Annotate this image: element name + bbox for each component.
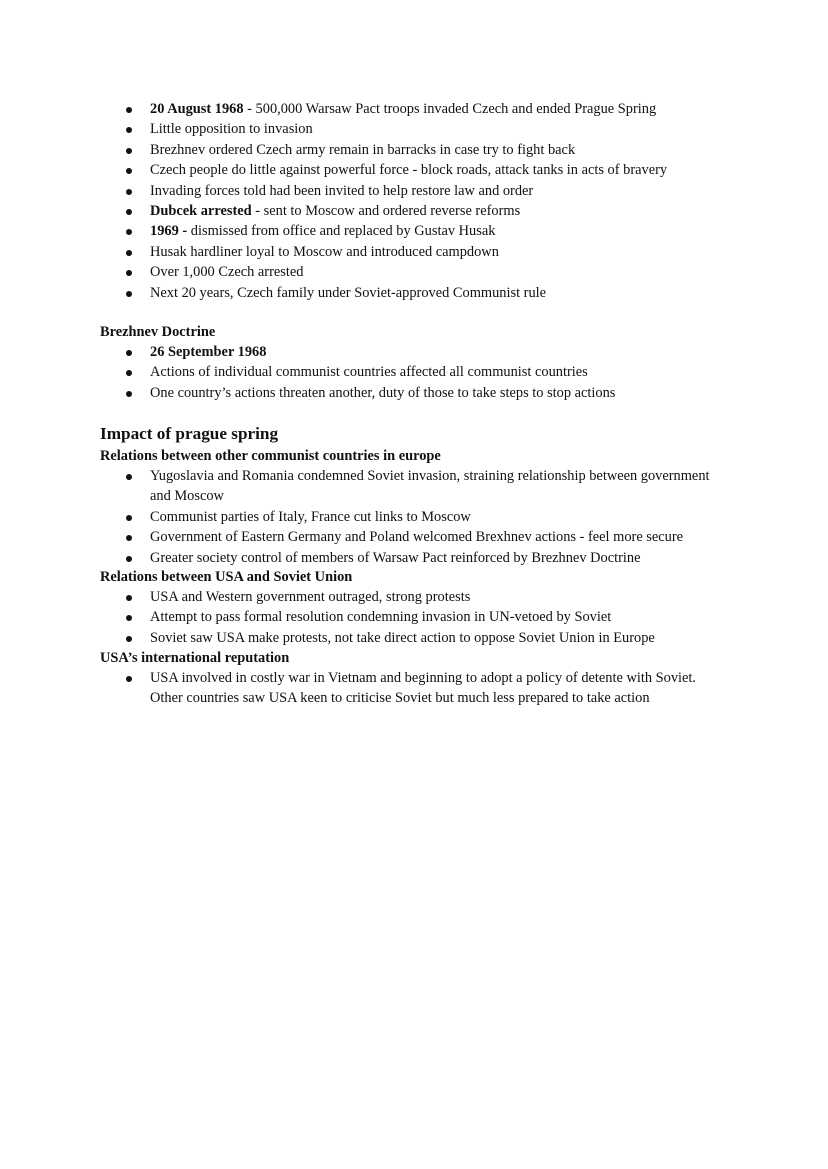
list-item bbox=[0, 160, 828, 180]
list-item bbox=[0, 221, 828, 241]
bullet-dot-icon bbox=[126, 350, 132, 356]
list-item-text: Government of Eastern Germany and Poland welcomed Brexhnev actions - feel more secure bbox=[150, 529, 684, 546]
bullet-dot-icon bbox=[126, 270, 132, 276]
list-item bbox=[0, 262, 828, 282]
bullet-dot-icon bbox=[126, 370, 132, 376]
list-item bbox=[0, 383, 828, 403]
list-item-text: One country’s actions threaten another, duty of those to take steps to stop actions bbox=[150, 384, 616, 401]
bullet-dot-icon bbox=[126, 676, 132, 682]
bullet-dot-icon bbox=[126, 615, 132, 621]
list-item-bold-text: 1969 - bbox=[150, 223, 188, 240]
bullet-dot-icon bbox=[126, 168, 132, 174]
bullet-dot-icon bbox=[126, 636, 132, 642]
list-item bbox=[0, 548, 828, 568]
bullet-dot-icon bbox=[126, 229, 132, 235]
relations-usa-list bbox=[0, 587, 828, 648]
relations-usa-list-block bbox=[0, 587, 828, 648]
relations-communist-list-block bbox=[0, 466, 828, 568]
usa-reputation-list bbox=[0, 668, 828, 709]
list-item-bold-text: 20 August 1968 bbox=[150, 101, 244, 117]
brezhnev-doctrine-heading: Brezhnev Doctrine bbox=[100, 324, 216, 340]
relations-communist-heading: Relations between other communist countries in europe bbox=[100, 448, 441, 464]
list-item-text: Brezhnev ordered Czech army remain in barracks in case try to fight back bbox=[150, 141, 576, 158]
list-item-text: Over 1,000 Czech arrested bbox=[150, 264, 304, 281]
list-item-text: Next 20 years, Czech family under Soviet-approved Communist rule bbox=[150, 284, 547, 301]
brezhnev-list-block bbox=[0, 342, 828, 403]
relations-communist-list bbox=[0, 466, 828, 568]
bullet-dot-icon bbox=[126, 535, 132, 541]
list-item-bold-text: 26 September 1968 bbox=[150, 344, 267, 360]
bullet-dot-icon bbox=[126, 515, 132, 521]
list-item bbox=[0, 181, 828, 201]
invasion-list bbox=[0, 99, 828, 303]
list-item bbox=[0, 362, 828, 382]
list-item-bold-text: Dubcek arrested bbox=[150, 203, 252, 220]
bullet-dot-icon bbox=[126, 556, 132, 562]
list-item bbox=[0, 140, 828, 160]
list-item bbox=[0, 607, 828, 627]
list-item-text: USA involved in costly war in Vietnam and beginning to adopt a policy of detente with Soviet. Other countries saw USA keen to criticise Soviet but much less prepared to take action bbox=[150, 670, 697, 707]
list-item bbox=[0, 587, 828, 607]
list-item-text: - 500,000 Warsaw Pact troops invaded Czech and ended Prague Spring bbox=[243, 101, 657, 117]
list-item-text: Little opposition to invasion bbox=[150, 121, 313, 138]
list-item-text: Actions of individual communist countries affected all communist countries bbox=[150, 364, 588, 381]
bullet-dot-icon bbox=[126, 107, 132, 113]
bullet-dot-icon bbox=[126, 127, 132, 133]
list-item bbox=[0, 201, 828, 221]
list-item bbox=[0, 242, 828, 262]
list-item-text: Invading forces told had been invited to help restore law and order bbox=[150, 182, 534, 199]
relations-usa-heading: Relations between USA and Soviet Union bbox=[100, 569, 353, 585]
list-item-text: Czech people do little against powerful force - block roads, attack tanks in acts of bravery bbox=[150, 162, 668, 179]
list-item-text: Husak hardliner loyal to Moscow and introduced campdown bbox=[150, 243, 499, 260]
list-item-text: USA and Western government outraged, strong protests bbox=[150, 589, 471, 605]
list-item bbox=[0, 668, 828, 709]
bullet-dot-icon bbox=[126, 391, 132, 397]
invasion-list-block bbox=[0, 99, 828, 303]
list-item-text: Attempt to pass formal resolution condemning invasion in UN-vetoed by Soviet bbox=[150, 609, 612, 626]
list-item bbox=[0, 466, 828, 507]
impact-heading: Impact of prague spring bbox=[100, 424, 279, 443]
list-item bbox=[0, 628, 828, 648]
list-item-text: - sent to Moscow and ordered reverse reforms bbox=[251, 203, 521, 220]
list-item bbox=[0, 507, 828, 527]
bullet-dot-icon bbox=[126, 250, 132, 256]
list-item-text: Yugoslavia and Romania condemned Soviet invasion, straining relationship between government and Moscow bbox=[150, 468, 710, 505]
brezhnev-list bbox=[0, 342, 828, 403]
bullet-dot-icon bbox=[126, 189, 132, 195]
usa-reputation-heading: USA’s international reputation bbox=[100, 650, 290, 666]
list-item bbox=[0, 342, 828, 362]
list-item bbox=[0, 99, 828, 119]
list-item-text: Greater society control of members of Warsaw Pact reinforced by Brezhnev Doctrine bbox=[150, 549, 641, 566]
list-item-text: Soviet saw USA make protests, not take direct action to oppose Soviet Union in Europe bbox=[150, 629, 655, 646]
usa-reputation-list-block bbox=[0, 668, 828, 709]
bullet-dot-icon bbox=[126, 148, 132, 154]
list-item bbox=[0, 527, 828, 547]
list-item-text: Communist parties of Italy, France cut links to Moscow bbox=[150, 508, 471, 525]
list-item bbox=[0, 119, 828, 139]
list-item-text: dismissed from office and replaced by Gustav Husak bbox=[187, 223, 496, 240]
bullet-dot-icon bbox=[126, 474, 132, 480]
list-item bbox=[0, 283, 828, 303]
bullet-dot-icon bbox=[126, 209, 132, 215]
bullet-dot-icon bbox=[126, 291, 132, 297]
bullet-dot-icon bbox=[126, 595, 132, 601]
